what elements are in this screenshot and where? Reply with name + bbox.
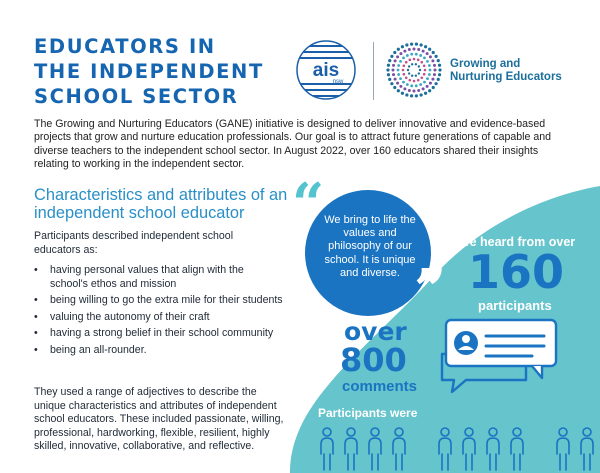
gane-logo-dot <box>401 45 404 48</box>
gane-logo-dot <box>393 51 396 54</box>
gane-logo-dot <box>417 89 420 92</box>
participants-count: 160 <box>468 245 565 299</box>
gane-logo-dot <box>429 55 432 58</box>
gane-logo-dot <box>415 43 418 46</box>
gane-logo-dot <box>423 64 426 67</box>
gane-logo-dot <box>399 52 402 55</box>
gane-logo-dot <box>424 69 427 72</box>
gane-logo-dot <box>403 73 406 76</box>
gane-logo-dot <box>431 78 434 81</box>
ais-logo <box>296 40 356 100</box>
gane-logo-dot <box>408 89 411 92</box>
gane-logo-dot <box>426 52 429 55</box>
person-icon <box>463 428 475 470</box>
gane-logo-dot <box>417 48 420 51</box>
gane-logo-dot <box>393 86 396 89</box>
participants-label: participants <box>478 298 552 313</box>
section-heading <box>34 186 294 222</box>
gane-logo-dot <box>438 68 441 71</box>
gane-logo-dot <box>397 64 400 67</box>
gane-logo-dot <box>415 53 418 56</box>
list-item: • having personal values that align with the school's ethos and mission <box>34 264 284 291</box>
lead-paragraph: Participants described independent school educators as: <box>34 230 234 256</box>
gane-logo-dot <box>435 55 438 58</box>
gane-logo-icon <box>384 38 444 102</box>
gane-logo-dot <box>388 59 391 62</box>
list-item: • being willing to go the extra mile for their students <box>34 294 284 308</box>
adjectives-paragraph: They used a range of adjectives to describe the unique characteristics and attributes of independent school educators. These included passionate, willing, professional, hardworking, flexible, resilient, highly skilled, innovative, collaborative, and reflective. <box>34 386 284 452</box>
gane-logo-dot <box>437 78 440 81</box>
gane-logo-dot <box>415 94 418 97</box>
gane-logo-dot <box>403 64 406 67</box>
gane-logo-dot <box>417 79 420 82</box>
gane-logo-dot <box>438 64 441 67</box>
gane-logo-dot <box>410 53 413 56</box>
gane-logo-dot <box>426 77 429 80</box>
gane-logo-dot <box>413 80 416 83</box>
gane-logo-dot <box>407 69 409 71</box>
intro-paragraph: The Growing and Nurturing Educators (GANE) initiative is designed to deliver innovative and evidence-based projects that grow and nurture education professionals. Our goal is to attract future generations of capable and diverse teachers to the independent school sector. In August 2022, over 160 educators shared their insights relating to working in the independent sector. <box>34 118 552 170</box>
gane-logo-dot <box>408 65 410 67</box>
gane-logo-dot <box>390 82 393 85</box>
person-icon <box>369 428 381 470</box>
gane-logo-dot <box>428 89 431 92</box>
over-label: over <box>344 317 407 346</box>
gane-logo-dot <box>408 72 410 74</box>
close-quote-icon: ” <box>414 257 447 323</box>
gane-logo-dot <box>413 58 416 61</box>
gane-logo-dot <box>406 83 409 86</box>
comments-label: comments <box>342 378 418 395</box>
gane-logo-dot <box>411 75 413 77</box>
gane-logo-dot <box>418 72 420 74</box>
heard-label: We heard from over <box>458 235 576 249</box>
gane-logo-dot <box>396 55 399 58</box>
gane-logo-dot <box>428 64 431 67</box>
gane-logo-dot <box>387 73 390 76</box>
comment-bubble-icon <box>436 316 572 396</box>
gane-logo-dot <box>437 59 440 62</box>
gane-logo-dot <box>387 64 390 67</box>
gane-logo-dot <box>413 48 416 51</box>
gane-logo-dot <box>405 61 408 64</box>
gane-logo-dot <box>402 69 405 72</box>
gane-logo-dot <box>429 82 432 85</box>
title-line: EDUCATORS IN <box>34 35 216 58</box>
gane-logo-dot <box>431 59 434 62</box>
gane-logo-dot <box>397 48 400 51</box>
gane-logo-dot <box>415 75 417 77</box>
gane-logo-dot <box>419 54 422 57</box>
gane-logo-dot <box>435 82 438 85</box>
attribute-list <box>34 264 284 360</box>
page-title <box>34 34 264 109</box>
person-icon <box>393 428 405 470</box>
person-icon <box>487 428 499 470</box>
people-icon-row <box>312 426 600 473</box>
gane-logo-dot <box>419 69 421 71</box>
title-line: THE INDEPENDENT <box>34 60 264 83</box>
gane-logo-dot <box>408 48 411 51</box>
gane-logo-dot <box>418 65 420 67</box>
person-icon <box>557 428 569 470</box>
gane-logo-text <box>450 58 562 84</box>
gane-logo-dot <box>394 78 397 81</box>
gane-logo-dot <box>423 57 426 60</box>
open-quote-icon: “ <box>292 171 325 237</box>
gane-logo-dot <box>390 55 393 58</box>
gane-logo-dot <box>388 78 391 81</box>
ais-logo-sub: nsw <box>332 79 344 85</box>
gane-logo-dot <box>420 93 423 96</box>
title-line: SCHOOL SECTOR <box>34 85 239 108</box>
gane-logo-dot <box>399 60 402 63</box>
gane-logo-dot <box>402 57 405 60</box>
gane-logo-dot <box>428 48 431 51</box>
gane-logo-dot <box>422 87 425 90</box>
gane-logo-dot <box>408 59 411 62</box>
gane-logo-dot <box>392 64 395 67</box>
gane-logo-dot <box>426 60 429 63</box>
gane-logo-dot <box>423 73 426 76</box>
gane-logo-dot <box>415 84 418 87</box>
gane-logo-dot <box>433 64 436 67</box>
participants-were-label: Participants were <box>318 406 418 420</box>
gane-logo-dot <box>402 81 405 84</box>
logo-divider <box>373 42 374 100</box>
gane-logo-dot <box>401 92 404 95</box>
gane-logo-dot <box>406 54 409 57</box>
gane-logo-dot <box>399 85 402 88</box>
gane-logo-dot <box>396 82 399 85</box>
gane-logo-dot <box>429 69 432 72</box>
gane-logo-dot <box>410 43 413 46</box>
gane-logo-dot <box>424 45 427 48</box>
gane-logo-dot <box>403 50 406 53</box>
gane-logo-dot <box>397 69 400 72</box>
section-heading-line: Characteristics and attributes of an <box>34 186 288 204</box>
gane-logo-dot <box>423 81 426 84</box>
gane-logo-dot <box>432 86 435 89</box>
person-icon <box>439 428 451 470</box>
comments-count: 800 <box>340 341 407 379</box>
gane-logo-dot <box>426 85 429 88</box>
gane-logo-dot <box>432 51 435 54</box>
section-heading-line: independent school educator <box>34 204 245 222</box>
person-icon <box>581 428 593 470</box>
person-icon <box>345 428 357 470</box>
list-item: • being an all-rounder. <box>34 344 284 358</box>
gane-logo-line: Growing and <box>450 58 521 70</box>
gane-logo-dot <box>420 61 423 64</box>
gane-logo-dot <box>405 93 408 96</box>
ais-logo-text: ais <box>312 60 340 81</box>
gane-logo-dot <box>392 69 395 72</box>
gane-logo-dot <box>434 69 437 72</box>
gane-logo-dot <box>399 77 402 80</box>
quote-text: We bring to life the values and philosophy of our school. It is unique and diverse. <box>324 214 416 279</box>
gane-logo-dot <box>397 73 400 76</box>
gane-logo-dot <box>410 94 413 97</box>
gane-logo-dot <box>415 63 417 65</box>
gane-logo-dot <box>419 83 422 86</box>
gane-logo-dot <box>386 68 389 71</box>
gane-logo-dot <box>420 43 423 46</box>
gane-logo-dot <box>394 59 397 62</box>
gane-logo-dot <box>438 73 441 76</box>
person-icon <box>511 428 523 470</box>
gane-logo-dot <box>397 89 400 92</box>
gane-logo-dot <box>424 92 427 95</box>
list-item: • having a strong belief in their school community <box>34 327 284 341</box>
gane-logo-dot <box>411 63 413 65</box>
gane-logo-dot <box>403 87 406 90</box>
gane-logo-dot <box>417 59 420 62</box>
list-item: • valuing the autonomy of their craft <box>34 311 284 325</box>
gane-logo-dot <box>392 73 395 76</box>
gane-logo-dot <box>428 73 431 76</box>
gane-logo-dot <box>433 73 436 76</box>
gane-logo-dot <box>408 79 411 82</box>
gane-logo-dot <box>410 84 413 87</box>
gane-logo-dot <box>405 76 408 79</box>
person-icon <box>321 428 333 470</box>
gane-logo-line: Nurturing Educators <box>450 71 562 83</box>
gane-logo-dot <box>422 50 425 53</box>
gane-logo-dot <box>405 43 408 46</box>
gane-logo-dot <box>413 90 416 93</box>
gane-logo-dot <box>420 76 423 79</box>
